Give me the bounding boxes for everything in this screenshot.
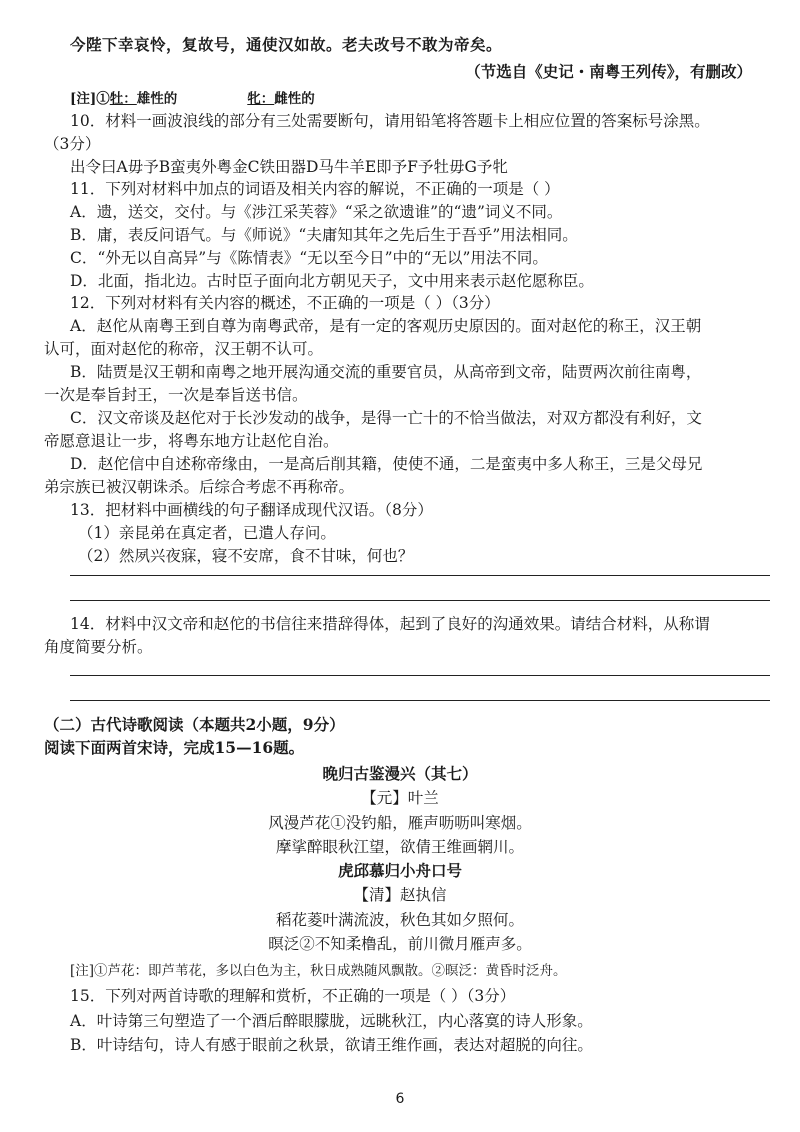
poem-2-title: 虎邱慕归小舟口号 xyxy=(337,861,462,880)
q14-stem-cont: 角度简要分析。 xyxy=(44,638,153,656)
q13-answer-line-1[interactable] xyxy=(70,575,770,576)
q11-option-c: C．“外无以自高异”与《陈情表》“无以至今日”中的“无以”用法不同。 xyxy=(70,249,548,267)
q12-option-c-line2: 帝愿意退让一步，将粤东地方让赵佗自治。 xyxy=(44,432,339,450)
q11-option-a: A．遗，送交，交付。与《涉江采芙蓉》“采之欲遗谁”的“遗”词义不同。 xyxy=(70,203,563,221)
q11-option-b: B．庸，表反问语气。与《师说》“夫庸知其年之先后生于吾乎”用法相同。 xyxy=(70,226,578,244)
footnote-term-2: 牝： xyxy=(247,91,275,107)
q13-sentence-1: （1）亲昆弟在真定者，已遣人存问。 xyxy=(78,524,336,542)
q11-option-d: D．北面，指北边。古时臣子面向北方朝见天子，文中用来表示赵佗愿称臣。 xyxy=(70,272,594,290)
q12-option-c-line1: C．汉文帝谈及赵佗对于长沙发动的战争，是得一亡十的不恰当做法，对双方都没有利好，文 xyxy=(70,409,702,427)
intro-line: 今陛下幸哀怜，复故号，通使汉如故。老夫改号不敢为帝矣。 xyxy=(70,35,503,54)
section-2-heading: （二）古代诗歌阅读（本题共2小题，9分） xyxy=(44,715,345,734)
footnote-prefix: [注]① xyxy=(70,91,110,107)
q14-answer-line-2[interactable] xyxy=(70,700,770,701)
footnote-def-2: 雌性的 xyxy=(274,91,315,107)
poem-2-line-1: 稻花菱叶满流波，秋色其如夕照何。 xyxy=(275,911,524,929)
q12-option-d-line1: D．赵佗信中自述称帝缘由，一是高后削其籍，使使不通，二是蛮夷中多人称王，三是父母兄 xyxy=(70,455,703,473)
q12-option-b-line1: B．陆贾是汉王朝和南粤之地开展沟通交流的重要官员，从高帝到文帝，陆贾两次前往南粤， xyxy=(70,363,702,381)
q10-options: 出令曰A毋予B蛮夷外粤金C铁田器D马牛羊E即予F予牡毋G予牝 xyxy=(70,158,508,176)
footnote-main xyxy=(70,88,315,110)
q13-answer-line-2[interactable] xyxy=(70,600,770,601)
q14-answer-line-1[interactable] xyxy=(70,675,770,676)
section-2-instruction: 阅读下面两首宋诗，完成15—16题。 xyxy=(44,738,305,757)
footnote-def-1: 雄性的 xyxy=(136,91,178,107)
q12-option-b-line2: 一次是奉旨封王，一次是奉旨送书信。 xyxy=(44,386,308,404)
poem-1-line-1: 风漫芦花①没钓船，雁声呖呖叫寒烟。 xyxy=(268,814,532,832)
q10-score: （3分） xyxy=(44,135,101,153)
poem-2-author: 【清】赵执信 xyxy=(353,886,447,904)
q10-stem: 10．材料一画波浪线的部分有三处需要断句，请用铅笔将答题卡上相应位置的答案标号涂黑。 xyxy=(70,112,710,130)
q14-stem: 14．材料中汉文帝和赵佗的书信往来措辞得体，起到了良好的沟通效果。请结合材料，从称谓 xyxy=(70,615,710,633)
source-citation: （节选自《史记・南粤王列传》，有删改） xyxy=(465,62,752,81)
q15-option-b: B．叶诗结句，诗人有感于眼前之秋景，欲请王维作画，表达对超脱的向往。 xyxy=(70,1036,593,1054)
q15-option-a: A．叶诗第三句塑造了一个酒后醉眼朦胧，远眺秋江，内心落寞的诗人形象。 xyxy=(70,1012,593,1030)
q13-stem: 13．把材料中画横线的句子翻译成现代汉语。（8分） xyxy=(70,501,433,519)
poem-footnote: [注]①芦花：即芦苇花，多以白色为主，秋日成熟随风飘散。②暝泛：黄昏时泛舟。 xyxy=(70,963,567,979)
q13-sentence-2: （2）然夙兴夜寐，寝不安席，食不甘味，何也？ xyxy=(78,547,414,565)
q11-stem: 11．下列对材料中加点的词语及相关内容的解说，不正确的一项是（ ） xyxy=(70,180,560,198)
q12-option-a-line2: 认可，面对赵佗的称帝，汉王朝不认可。 xyxy=(44,340,324,358)
q12-option-d-line2: 弟宗族已被汉朝诛杀。后综合考虑不再称帝。 xyxy=(44,478,355,496)
poem-2-line-2: 暝泛②不知柔橹乱，前川微月雁声多。 xyxy=(268,935,532,953)
q12-option-a-line1: A．赵佗从南粤王到自尊为南粤武帝，是有一定的客观历史原因的。面对赵佗的称王，汉王朝 xyxy=(70,317,702,335)
q15-stem: 15．下列对两首诗歌的理解和赏析，不正确的一项是（ ）（3分） xyxy=(70,987,516,1005)
page-number: 6 xyxy=(395,1091,405,1107)
q12-stem: 12．下列对材料有关内容的概述，不正确的一项是（ ）（3分） xyxy=(70,294,500,312)
poem-1-title: 晚归古鉴漫兴（其七） xyxy=(322,764,478,783)
poem-1-author: 【元】叶兰 xyxy=(361,789,439,807)
footnote-term-1: 牡： xyxy=(109,91,137,107)
poem-1-line-2: 摩挲醉眼秋江望，欲倩王维画辋川。 xyxy=(275,838,524,856)
